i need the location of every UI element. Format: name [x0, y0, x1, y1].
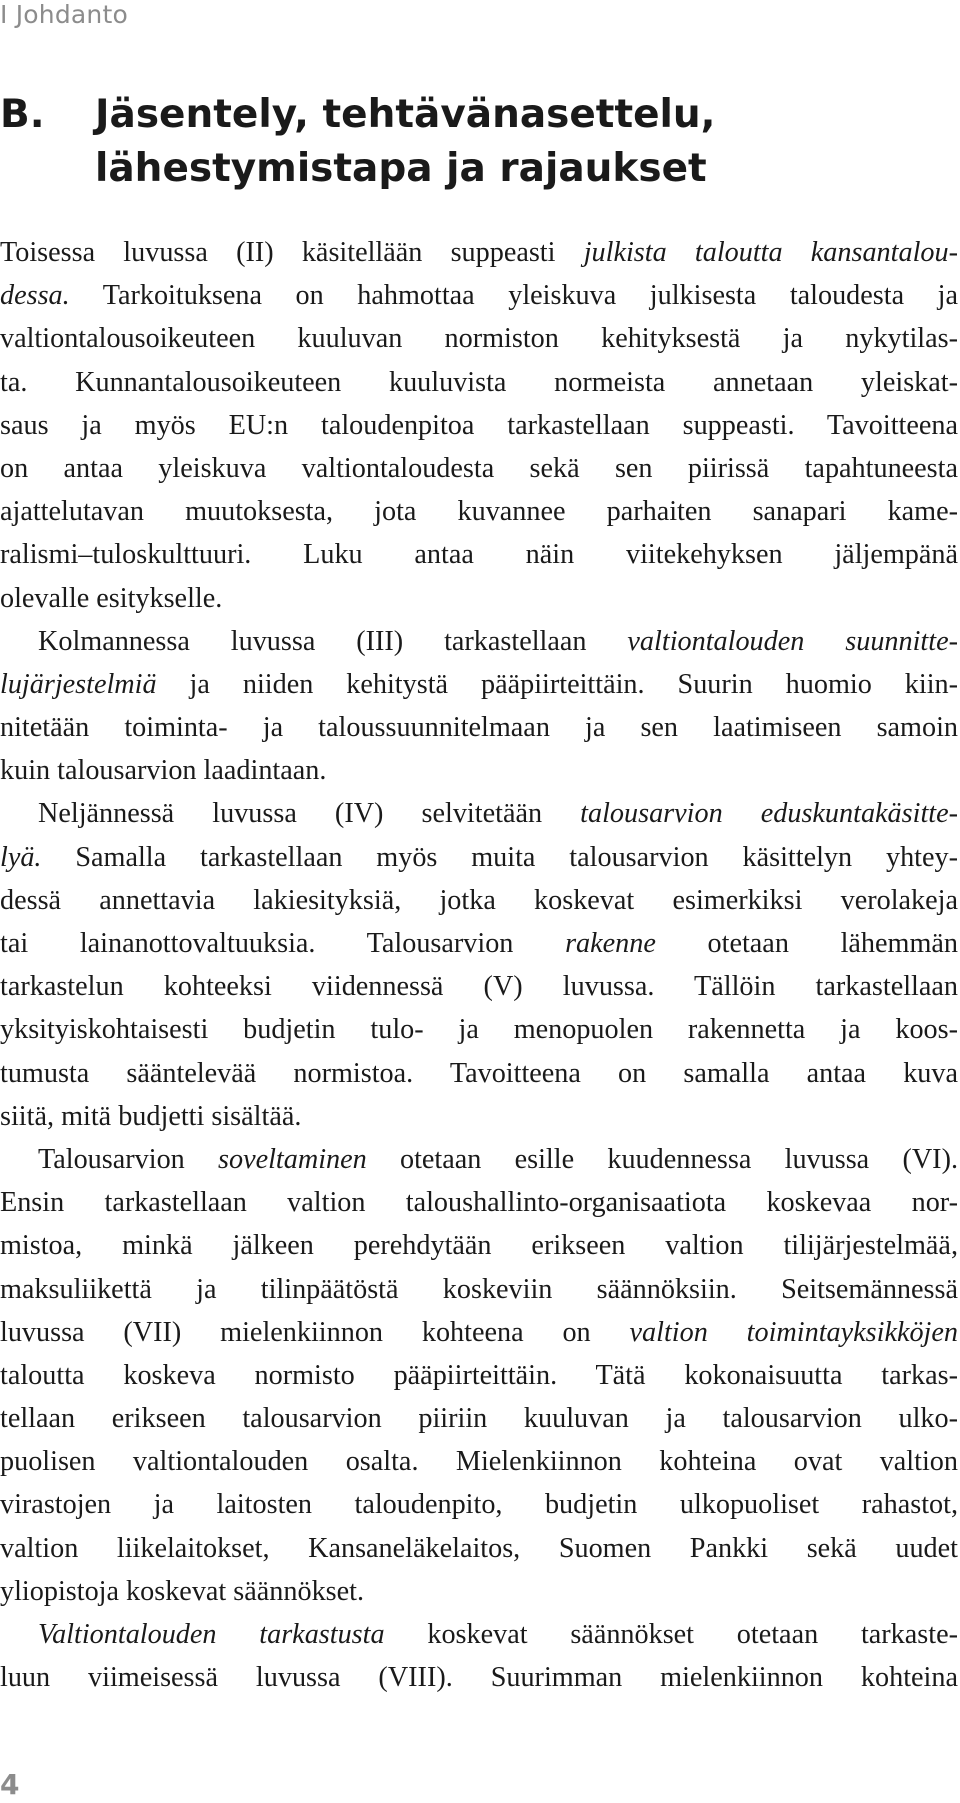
- emphasis-text: talousarvion eduskuntakäsitte-: [580, 798, 959, 830]
- emphasis-text: soveltaminen: [218, 1143, 367, 1175]
- text-line: [0, 836, 958, 879]
- text-run: ajattelutavan muutoksesta, jota kuvannee parhaiten sanapari kame-: [0, 496, 958, 528]
- text-line: [0, 663, 958, 706]
- text-line: [0, 1008, 958, 1051]
- text-run: nitetään toiminta- ja taloussuunnitelmaan ja sen laatimiseen samoin: [0, 712, 958, 744]
- text-run: tarkastelun kohteeksi viidennessä (V) luvussa. Tällöin tarkastellaan: [0, 971, 958, 1003]
- text-run: Kolmannessa luvussa (III) tarkastellaan: [38, 625, 628, 657]
- text-run: mistoa, minkä jälkeen perehdytään erikseen valtion tilijärjestelmää,: [0, 1230, 958, 1262]
- text-run: valtiontalousoikeuteen kuuluvan normiston kehityksestä ja nykytilas-: [0, 323, 958, 355]
- text-line: [0, 1311, 958, 1354]
- text-run: ta. Kunnantalousoikeuteen kuuluvista normeista annetaan yleiskat-: [0, 366, 958, 398]
- text-run: ralismi–tuloskulttuuri. Luku antaa näin viitekehyksen jäljempänä: [0, 539, 958, 571]
- text-run: tai lainanottovaltuuksia. Talousarvion: [0, 928, 566, 959]
- text-line: [0, 1656, 958, 1699]
- text-run: Talousarvion: [38, 1143, 219, 1175]
- text-line: [0, 577, 958, 620]
- text-run: olevalle esitykselle.: [0, 582, 223, 614]
- paragraph-first-line: [0, 792, 958, 835]
- emphasis-text: rakenne: [565, 928, 656, 959]
- text-run: yliopistoja koskevat säännökset.: [0, 1575, 365, 1607]
- section-title-line: Jäsentely, tehtävänasettelu,: [95, 92, 716, 137]
- text-run: maksuliikettä ja tilinpäätöstä koskeviin säännöksiin. Seitsemännessä: [0, 1273, 958, 1305]
- text-line: [0, 1397, 958, 1440]
- text-line: [0, 879, 958, 922]
- text-line: [0, 1570, 958, 1613]
- text-run: virastojen ja laitosten taloudenpito, budjetin ulkopuoliset rahastot,: [0, 1489, 958, 1521]
- text-line: [0, 1224, 958, 1267]
- text-run: otetaan esille kuudennessa luvussa (VI).: [366, 1143, 959, 1175]
- text-run: luun viimeisessä luvussa (VIII). Suurimman mielenkiinnon kohteina: [0, 1662, 958, 1694]
- text-line: [0, 706, 958, 749]
- text-line: [0, 231, 958, 274]
- text-run: yksityiskohtaisesti budjetin tulo- ja menopuolen rakennetta ja koos-: [0, 1014, 958, 1046]
- text-run: otetaan lähemmän: [655, 928, 958, 959]
- text-run: valtion liikelaitokset, Kansaneläkelaitos, Suomen Pankki sekä uudet: [0, 1532, 958, 1564]
- text-line: [0, 1181, 958, 1224]
- body-text: [0, 231, 958, 1699]
- text-line: [0, 404, 958, 447]
- text-line: [0, 1483, 958, 1526]
- emphasis-text: dessa.: [0, 280, 70, 312]
- text-line: [0, 749, 958, 792]
- paragraph-first-line: [0, 1138, 958, 1181]
- section-title: [95, 88, 915, 196]
- paragraph-first-line: [0, 620, 958, 663]
- emphasis-text: julkista taloutta kansantalou-: [583, 237, 958, 268]
- emphasis-text: valtion toimintayksikköjen: [629, 1316, 958, 1348]
- text-line: [0, 447, 958, 490]
- text-run: puolisen valtiontalouden osalta. Mielenkiinnon kohteina ovat valtion: [0, 1446, 958, 1478]
- text-run: koskevat säännökset otetaan tarkaste-: [384, 1619, 958, 1650]
- text-run: siitä, mitä budjetti sisältää.: [0, 1100, 302, 1132]
- text-run: kuin talousarvion laadintaan.: [0, 755, 327, 787]
- emphasis-text: valtiontalouden suunnitte-: [627, 625, 958, 657]
- text-run: Tarkoituksena on hahmottaa yleiskuva julkisesta taloudesta ja: [69, 280, 958, 312]
- text-line: [0, 274, 958, 317]
- text-line: [0, 533, 958, 576]
- text-run: tellaan erikseen talousarvion piiriin kuuluvan ja talousarvion ulko-: [0, 1403, 958, 1435]
- text-run: dessä annettavia lakiesityksiä, jotka koskevat esimerkiksi verolakeja: [0, 884, 958, 916]
- text-line: [0, 1052, 958, 1095]
- emphasis-text: lujärjestelmiä: [0, 668, 157, 700]
- text-line: [0, 361, 958, 404]
- text-run: Samalla tarkastellaan myös muita talousarvion käsittelyn yhtey-: [41, 841, 958, 873]
- running-head: I Johdanto: [0, 0, 128, 29]
- text-line: [0, 965, 958, 1008]
- text-run: luvussa (VII) mielenkiinnon kohteena on: [0, 1316, 630, 1348]
- text-run: taloutta koskeva normisto pääpiirteittäin. Tätä kokonaisuutta tarkas-: [0, 1359, 958, 1391]
- text-line: [0, 490, 958, 533]
- text-run: on antaa yleiskuva valtiontaloudesta sekä sen piirissä tapahtuneesta: [0, 452, 958, 484]
- text-line: [0, 922, 958, 965]
- text-line: [0, 317, 958, 360]
- text-run: ja niiden kehitystä pääpiirteittäin. Suurin huomio kiin-: [156, 668, 958, 700]
- text-run: tumusta sääntelevää normistoa. Tavoitteena on samalla antaa kuva: [0, 1057, 958, 1089]
- text-run: Neljännessä luvussa (IV) selvitetään: [38, 798, 581, 830]
- text-run: saus ja myös EU:n taloudenpitoa tarkastellaan suppeasti. Tavoitteena: [0, 409, 958, 441]
- emphasis-text: lyä.: [0, 841, 42, 873]
- text-line: [0, 1354, 958, 1397]
- section-number: B.: [0, 92, 45, 137]
- text-line: [0, 1095, 958, 1138]
- text-line: [0, 1268, 958, 1311]
- section-title-line: lähestymistapa ja rajaukset: [95, 146, 707, 191]
- text-run: Ensin tarkastellaan valtion taloushallinto-organisaatiota koskevaa nor-: [0, 1187, 958, 1219]
- text-line: [0, 1527, 958, 1570]
- emphasis-text: Valtiontalouden tarkastusta: [38, 1619, 385, 1650]
- paragraph-first-line: [0, 1613, 958, 1656]
- page-number: 4: [0, 1768, 20, 1801]
- text-run: Toisessa luvussa (II) käsitellään suppeasti: [0, 237, 584, 268]
- text-line: [0, 1440, 958, 1483]
